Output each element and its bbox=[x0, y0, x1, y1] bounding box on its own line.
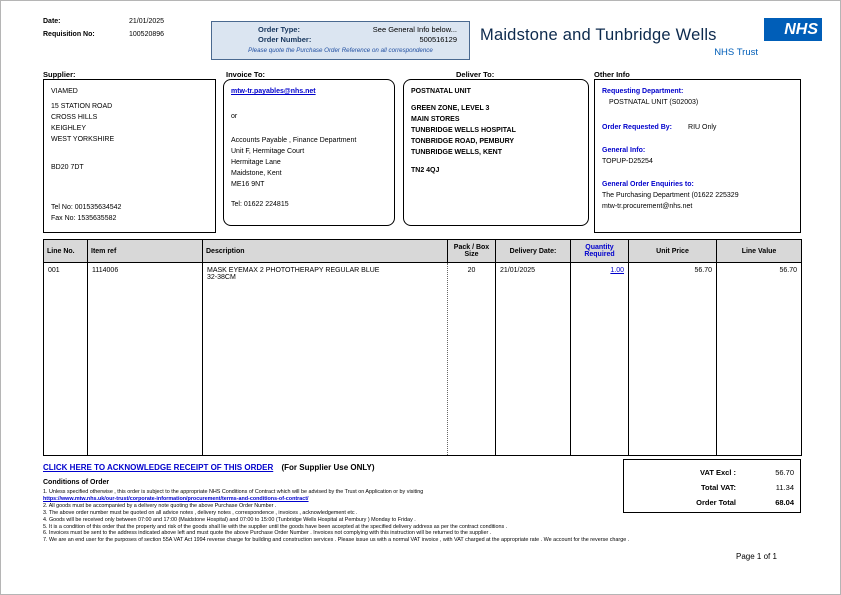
col-header-line-value: Line Value bbox=[717, 240, 802, 263]
delivery-address-line: GREEN ZONE, LEVEL 3 bbox=[411, 105, 490, 112]
delivery-unit: POSTNATAL UNIT bbox=[411, 88, 471, 95]
deliver-to-box bbox=[403, 79, 589, 226]
date-label: Date: bbox=[43, 18, 61, 25]
supplier-box bbox=[43, 79, 216, 233]
order-type-value: See General Info below... bbox=[372, 25, 457, 34]
conditions-terms-link[interactable]: https://www.mtw.nhs.uk/our-trust/corporate-information/procurement/terms-and-conditions-of-contract/ bbox=[43, 495, 309, 502]
enquiries-line2: mtw-tr.procurement@nhs.net bbox=[602, 203, 693, 210]
order-total-value: 68.04 bbox=[775, 498, 794, 507]
cell-item-ref: 1114006 bbox=[88, 263, 203, 456]
condition-item-7: 7. We are an end user for the purposes of section 55A VAT Act 1994 reverse charge for building and construction services . Please issue us with a normal VAT invoice , with VAT charged at the appropriate rate . We account for the reverse charge . bbox=[43, 537, 630, 544]
supplier-address-line: 15 STATION ROAD bbox=[51, 103, 113, 110]
other-info-section-title: Other Info bbox=[594, 70, 630, 79]
supplier-contact bbox=[51, 202, 121, 224]
order-requested-by-group bbox=[602, 122, 793, 133]
order-reference-note: Please quote the Purchase Order Reference on all correspondence bbox=[248, 47, 433, 54]
requesting-department-group bbox=[602, 86, 793, 108]
cell-pack-size: 20 bbox=[448, 263, 496, 456]
invoice-or-text: or bbox=[231, 113, 238, 120]
condition-item-1: 1. Unless specified otherwise , this order is subject to the appropriate NHS Conditions of Contract which will be advised by the Trust on Application or by visiting bbox=[43, 489, 424, 495]
col-header-line-no: Line No. bbox=[44, 240, 88, 263]
supplier-address-line: CROSS HILLS bbox=[51, 114, 98, 121]
invoice-address-line: Hermitage Lane bbox=[231, 159, 281, 166]
supplier-fax: Fax No: 1535635582 bbox=[51, 215, 117, 222]
order-total-row bbox=[630, 495, 794, 510]
requisition-label: Requisition No: bbox=[43, 31, 95, 38]
general-info-label: General Info: bbox=[602, 147, 646, 154]
cell-line-no: 001 bbox=[44, 263, 88, 456]
requesting-department-label: Requesting Department: bbox=[602, 88, 684, 95]
acknowledge-row bbox=[43, 463, 375, 472]
general-info-group bbox=[602, 145, 793, 167]
payables-email-link[interactable]: mtw-tr.payables@nhs.net bbox=[231, 88, 316, 95]
supplier-name: VIAMED bbox=[51, 88, 78, 95]
enquiries-label: General Order Enquiries to: bbox=[602, 181, 694, 188]
invoice-tel: Tel: 01622 224815 bbox=[231, 201, 289, 208]
vat-excl-label: VAT Excl : bbox=[700, 468, 736, 477]
order-requested-by-value: RIU Only bbox=[688, 124, 717, 131]
condition-item-3: 3. The above order number must be quoted on all advice notes , delivery notes , correspondence , invoices , acknowledgement etc . bbox=[43, 509, 358, 516]
invoice-address-line: Unit F, Hermitage Court bbox=[231, 148, 305, 155]
conditions-list bbox=[43, 489, 643, 544]
cell-line-value: 56.70 bbox=[717, 263, 802, 456]
table-row bbox=[44, 263, 802, 456]
requisition-value: 100520896 bbox=[129, 31, 165, 38]
order-number-row bbox=[212, 35, 469, 45]
delivery-address-line: TUNBRIDGE WELLS, KENT bbox=[411, 149, 502, 156]
condition-item-5: 5. It is a condition of this order that the property and risk of the goods shall lie with the supplier until the goods have been accepted at the specified delivery address as per the contract conditions . bbox=[43, 523, 508, 530]
description-line2: 32-38CM bbox=[207, 274, 236, 281]
table-header-row bbox=[44, 240, 802, 263]
order-type-label: Order Type: bbox=[258, 25, 300, 34]
vat-excl-value: 56.70 bbox=[775, 468, 794, 477]
supplier-address-line: WEST YORKSHIRE bbox=[51, 136, 115, 143]
condition-item-2: 2. All goods must be accompanied by a delivery note quoting the above Purchase Order Number . bbox=[43, 502, 277, 509]
cell-description bbox=[203, 263, 448, 456]
order-type-row bbox=[212, 25, 469, 35]
nhs-logo-text: NHS bbox=[784, 20, 818, 38]
invoice-to-section-title: Invoice To: bbox=[226, 70, 266, 79]
enquiries-group bbox=[602, 179, 793, 212]
date-value: 21/01/2025 bbox=[129, 18, 165, 25]
order-summary-box bbox=[211, 21, 470, 60]
quantity-link[interactable]: 1.00 bbox=[610, 267, 624, 274]
col-header-quantity: Quantity Required bbox=[571, 240, 629, 263]
total-vat-label: Total VAT: bbox=[701, 483, 736, 492]
order-items-table bbox=[43, 239, 802, 456]
acknowledge-receipt-link[interactable]: CLICK HERE TO ACKNOWLEDGE RECEIPT OF THIS ORDER bbox=[43, 463, 274, 472]
description-line1: MASK EYEMAX 2 PHOTOTHERAPY REGULAR BLUE bbox=[207, 267, 380, 274]
acknowledge-note: (For Supplier Use ONLY) bbox=[281, 463, 375, 472]
order-number-label: Order Number: bbox=[258, 35, 312, 44]
supplier-postcode: BD20 7DT bbox=[51, 164, 84, 171]
supplier-tel: Tel No: 001535634542 bbox=[51, 204, 122, 211]
totals-box bbox=[623, 459, 801, 513]
invoice-address-line: Maidstone, Kent bbox=[231, 170, 282, 177]
enquiries-line1: The Purchasing Department (01622 225329 bbox=[602, 192, 739, 199]
col-header-pack-size: Pack / Box Size bbox=[448, 240, 496, 263]
delivery-address-line: TUNBRIDGE WELLS HOSPITAL bbox=[411, 127, 516, 134]
delivery-address-line: MAIN STORES bbox=[411, 116, 460, 123]
general-info-value: TOPUP-D25254 bbox=[602, 158, 653, 165]
col-header-delivery-date: Delivery Date: bbox=[496, 240, 571, 263]
page-number: Page 1 of 1 bbox=[736, 552, 777, 561]
invoice-to-box bbox=[223, 79, 395, 226]
conditions-title: Conditions of Order bbox=[43, 479, 110, 486]
cell-unit-price: 56.70 bbox=[629, 263, 717, 456]
trust-subtitle: NHS Trust bbox=[714, 47, 758, 58]
cell-delivery-date: 21/01/2025 bbox=[496, 263, 571, 456]
invoice-address-line: ME16 9NT bbox=[231, 181, 265, 188]
order-meta bbox=[43, 15, 164, 41]
nhs-logo bbox=[764, 18, 822, 41]
requesting-department-value: POSTNATAL UNIT (S02003) bbox=[609, 99, 699, 106]
date-row bbox=[43, 15, 164, 28]
condition-item-4: 4. Goods will be received only between 07:00 and 17:00 (Maidstone Hospital) and 07:00 to 15:00 (Tunbridge Wells Hospital at Pembury ) Monday to Friday . bbox=[43, 516, 416, 523]
supplier-section-title: Supplier: bbox=[43, 70, 76, 79]
order-number-value: 500516129 bbox=[419, 35, 457, 44]
delivery-postcode: TN2 4QJ bbox=[411, 167, 440, 174]
cell-quantity bbox=[571, 263, 629, 456]
total-vat-value: 11.34 bbox=[775, 483, 794, 492]
delivery-address-line: TONBRIDGE ROAD, PEMBURY bbox=[411, 138, 515, 145]
col-header-item-ref: Item ref bbox=[88, 240, 203, 263]
invoice-address-line: Accounts Payable , Finance Department bbox=[231, 137, 357, 144]
vat-excl-row bbox=[630, 465, 794, 480]
total-vat-row bbox=[630, 480, 794, 495]
col-header-description: Description bbox=[203, 240, 448, 263]
deliver-to-section-title: Deliver To: bbox=[456, 70, 495, 79]
trust-name: Maidstone and Tunbridge Wells bbox=[480, 26, 717, 44]
invoice-address bbox=[231, 135, 387, 190]
requisition-row bbox=[43, 28, 164, 41]
other-info-box bbox=[594, 79, 801, 233]
order-total-label: Order Total bbox=[696, 498, 736, 507]
order-requested-by-label: Order Requested By: bbox=[602, 124, 673, 131]
col-header-unit-price: Unit Price bbox=[629, 240, 717, 263]
condition-item-6: 6. Invoices must be sent to the address indicated above left and must quote the above Purchase Order Number . Invoices not complying with this instruction will be returned to the supplier . bbox=[43, 530, 492, 537]
supplier-address-line: KEIGHLEY bbox=[51, 125, 87, 132]
